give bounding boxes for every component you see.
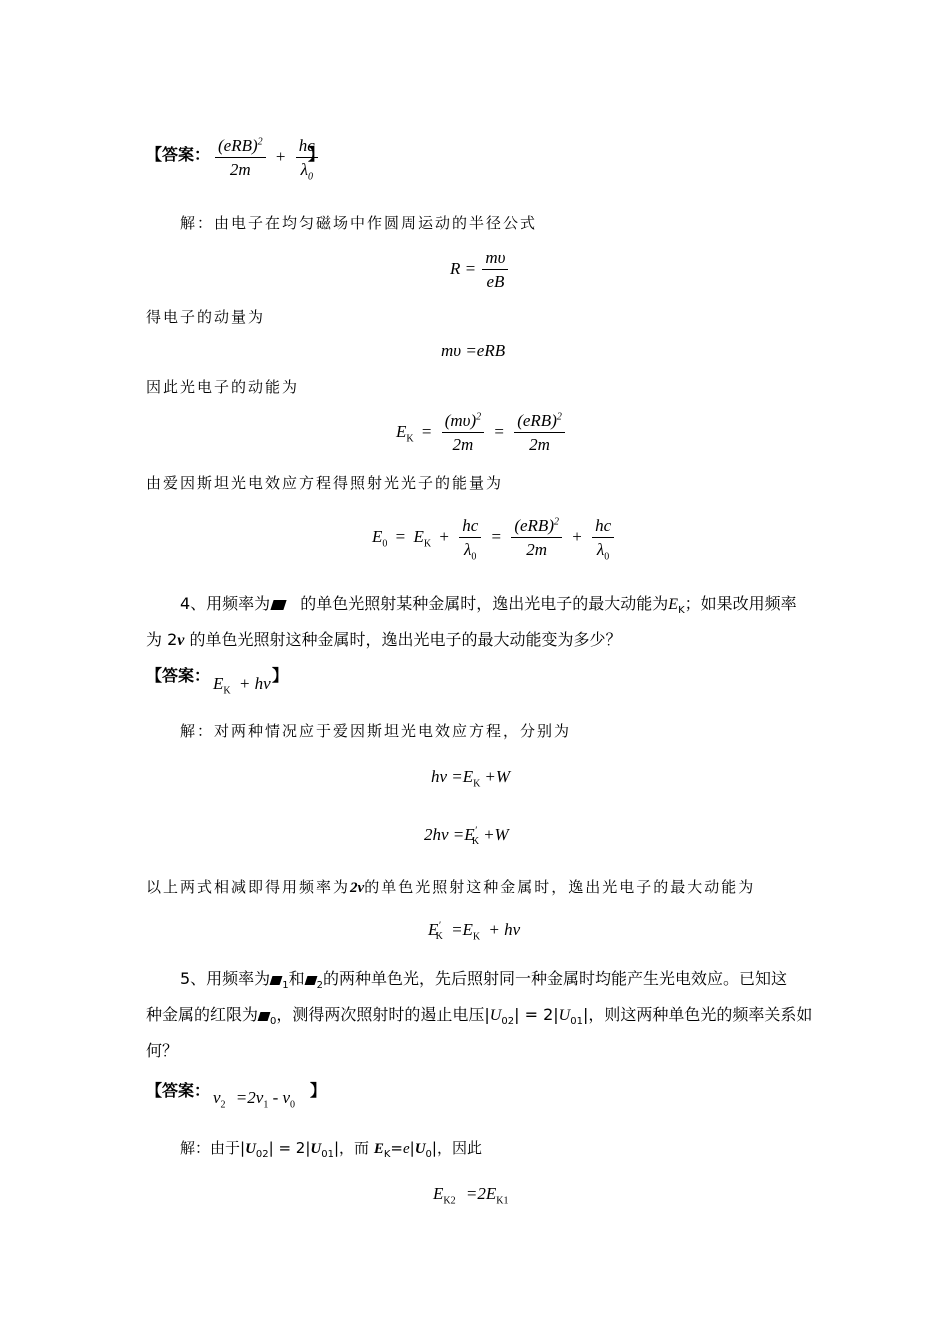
question-4-line-1: 4、用频率为 的单色光照射某种金属时，逸出光电子的最大动能为$E_K$；如果改用频率 — [180, 594, 797, 617]
question-5-line-2: 种金属的红限为 $_0$，测得两次照射时的遏止电压$|U_{02}| = 2|U_{01}|$，则这两种单色光的频率关系如 — [146, 1005, 813, 1028]
answer-formula-4: $E_K + h\nu$ — [213, 674, 271, 697]
solution-line-4: 解：对两种情况应于爱因斯坦光电效应方程，分别为 — [180, 722, 572, 740]
nu0-symbol-icon — [258, 1012, 271, 1021]
question-4-line-2: 为 2ν 的单色光照射这种金属时，逸出光电子的最大动能变为多少？ — [146, 630, 622, 649]
solution-line-5: 解：由于$|U_{02}| = 2|U_{01}|$，而 $E_K=e|U_0|$，因此 — [180, 1139, 482, 1160]
equation-4-3: $E'_K =E_K + h\nu$ — [428, 920, 521, 943]
question-5-line-3: 何？ — [146, 1041, 179, 1060]
answer-close-1: 】 — [308, 145, 325, 164]
nu2-symbol-icon — [304, 976, 317, 985]
answer-label-1: 【答案： — [146, 145, 211, 164]
equation-photon-energy: $E_0 = E_K$ + $\frac{hc}{\lambda_0}$ = $\frac{(eRB)^2}{2m}$ + $\frac{hc}{\lambda_0}$ — [372, 516, 616, 560]
equation-5-1: $E_{K2} =2E_{K1}$ — [433, 1184, 509, 1207]
einstein-text: 由爱因斯坦光电效应方程得照射光光子的能量为 — [146, 474, 504, 492]
subtraction-text: 以上两式相减即得用频率为2ν的单色光照射这种金属时，逸出光电子的最大动能为 — [146, 878, 756, 896]
equation-4-1: $h\nu =E_K +W$ — [431, 767, 511, 790]
equation-momentum: mυ =eRB — [441, 341, 506, 360]
answer-label-4: 【答案： — [146, 666, 211, 685]
equation-kinetic-energy: $E_K$ = $\frac{(m\upsilon)^2}{2m}$ = $\frac{(eRB)^2}{2m}$ — [396, 411, 567, 455]
question-5-line-1: 5、用频率为 $_1$和 $_2$的两种单色光，先后照射同一种金属时均能产生光电效应。已知这 — [180, 969, 787, 992]
solution-line-1: 解：由电子在均匀磁场中作圆周运动的半径公式 — [180, 214, 538, 232]
momentum-text: 得电子的动量为 — [146, 308, 266, 326]
kinetic-energy-text: 因此光电子的动能为 — [146, 378, 300, 396]
answer-frac-hc: $\frac{hc}{\lambda_0}$ — [296, 136, 318, 180]
equation-4-2: $2h\nu =E'_K +W$ — [424, 825, 509, 848]
answer-formula-1: $\frac{(eRB)^2}{2m}$ + $\frac{hc}{\lambda_0}$ — [213, 136, 320, 180]
answer-close-4: 】 — [272, 666, 289, 685]
nu-symbol-icon — [271, 600, 287, 610]
equation-radius: R = $\frac{m\upsilon}{eB}$ — [450, 248, 510, 292]
answer-frac-ke: $\frac{(eRB)^2}{2m}$ — [215, 136, 266, 180]
nu1-symbol-icon — [270, 976, 283, 985]
answer-label-5: 【答案： — [146, 1081, 211, 1100]
answer-formula-5: $\nu_2 =2\nu_1 - \nu_0$ — [213, 1088, 296, 1111]
answer-close-5: 】 — [310, 1081, 327, 1100]
